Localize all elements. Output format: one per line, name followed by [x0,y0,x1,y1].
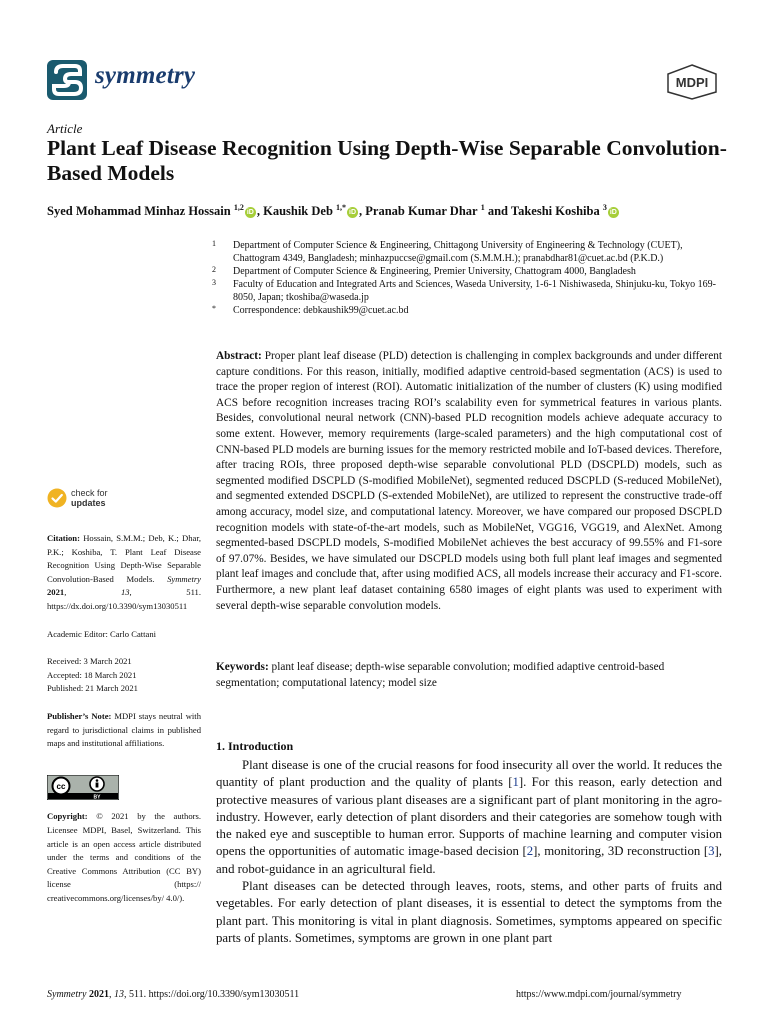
footer-volume: 13 [113,989,124,1000]
orcid-icon[interactable]: iD [246,209,254,217]
author-list: Syed Mohammad Minhaz Hossain $^{1,2}$iD , Kaushik Deb $^{1,*}$iD , Pranab Kumar Dhar $^1$ and Takeshi Koshiba $^3$iD [47,203,617,219]
introduction-body [216,757,722,947]
dates-block [47,655,201,696]
affiliation-number: 2 [212,265,216,274]
copyright-block [47,810,201,905]
affiliation-number: 1 [212,239,216,248]
author-name[interactable]: Pranab Kumar Dhar [365,204,478,219]
intro-text: ], and robot-guidance in an agricultural field. [216,844,722,876]
mdpi-logo-text: MDPI [675,75,709,90]
cc-by-license-icon[interactable] [47,775,119,800]
author-name[interactable]: Takeshi Koshiba [510,204,600,219]
affiliation-text: Department of Computer Science & Engineering, Premier University, Chattogram 4000, Bangladesh [233,266,636,277]
citation-link[interactable]: 3 [708,844,715,859]
affiliation-item [212,304,732,317]
affiliation-number: 3 [212,278,216,287]
publisher-note-text: MDPI stays neutral with regard to jurisdictional claims in published maps and institutional affiliations. [47,710,201,749]
copyright-label: Copyright: [47,811,88,822]
author-name[interactable]: Syed Mohammad Minhaz Hossain [47,204,231,219]
author-conjunction: and [487,204,508,219]
author-affil-sup: 1,* [336,203,347,212]
keywords-text: plant leaf disease; depth-wise separable convolution; modified adaptive centroid-based segmentation; computational latency; model size [216,661,665,689]
affiliation-item [212,278,732,304]
keywords-label: Keywords: [216,661,269,673]
publisher-note-label: Publisher’s Note: [47,710,112,721]
intro-paragraph [216,757,722,878]
author-affil-sup: 1,2 [233,203,244,212]
citation-volume: 13 [120,587,130,598]
footer-journal: Symmetry [47,989,87,1000]
footer-doi-link[interactable]: , 511. https://doi.org/10.3390/sym13030511 [123,989,300,1000]
citation-text: Hossain, S.M.M.; Deb, K.; Dhar, P.K.; Koshiba, T. Plant Leaf Disease Recognition Using Depth-Wise Separable Convolution-Based Models. [47,533,201,584]
journal-name: symmetry [95,62,196,89]
citation-label: Citation: [47,533,80,543]
author-affil-sup: 3 [602,203,607,212]
citation-link[interactable]: 2 [526,844,534,859]
author-affil-sup: 1 [480,203,485,212]
svg-text:cc: cc [56,781,66,791]
abstract [216,349,722,614]
orcid-icon[interactable]: iD [349,209,357,217]
copyright-text: © 2021 by the authors. Licensee MDPI, Basel, Switzerland. This article is an open access article distributed under the terms and conditions of the Creative Commons Attribution (CC BY) license (https:// creativecommons.org/licenses/by/ 4.0/). [47,811,201,903]
academic-editor: Academic Editor: Carlo Cattani [47,628,157,639]
check-updates-text [71,488,108,508]
correspondence-text: Correspondence: debkaushik99@cuet.ac.bd [233,305,409,316]
citation-doi-link[interactable]: , 511. https://dx.doi.org/10.3390/sym13030511 [47,587,201,611]
affiliation-item [212,239,732,265]
orcid-icon[interactable]: iD [609,209,617,217]
section-heading-introduction: 1. Introduction [216,739,294,753]
footer-year: 2021 [88,989,109,1000]
intro-paragraph: Plant diseases can be detected through leaves, roots, stems, and other parts of fruits and vegetables. For early detection of plant diseases, it is essential to detect the symptoms from the plant part. This monitoring is vital in plant diagnosis. Sometimes, symptoms appeared on specific parts of plants. Sometimes, symptoms are grown in one plant part [216,879,722,945]
symmetry-logo-icon [47,60,87,100]
affiliation-number: * [212,304,216,313]
intro-text: ]. For this reason, early detection and protective measures of various plant diseases are a significant part of plant monitoring in the agro-industry. However, early detection of plant disorders and their categories are somehow tough with the naked eye and susceptible to human error. Supports of machine learning and computer vision opens the opportunities of automatic image-based decision [ [216,775,722,859]
check-updates-icon [47,488,67,508]
accepted-date: Accepted: 18 March 2021 [47,669,137,680]
affiliation-text: Faculty of Education and Integrated Arts and Sciences, Waseda University, 1-6-1 Nishiwaseda, Shinjuku-ku, Tokyo 169-8050, Japan; tkoshiba@waseda.jp [233,279,716,303]
check-for-updates-button[interactable] [47,488,201,518]
check-updates-line2: updates [71,498,106,508]
article-type: Article [47,121,83,136]
sidebar [47,488,201,915]
received-date: Received: 3 March 2021 [47,656,132,667]
intro-text: Plant disease is one of the crucial reasons for food insecurity all over the world. It reduces the quantity of plant production and the quality of plants [ [216,758,722,790]
author-name[interactable]: Kaushik Deb [263,204,333,219]
keywords [216,660,722,691]
published-date: Published: 21 March 2021 [47,683,138,694]
mdpi-logo-icon [666,64,718,100]
citation-block: Citation: Hossain, S.M.M.; Deb, K.; Dhar, P.K.; Koshiba, T. Plant Leaf Disease Recognition Using Depth-Wise Separable Convolution-Based Models. Symmetry 2021, 13, 511. https://dx.doi.org/10.3390/sym13030511 [47,533,201,611]
affiliation-text: Department of Computer Science & Engineering, Chittagong University of Engineering & Technology (CUET), Chattogram 4349, Bangladesh; minhazpuccse@gmail.com (S.M.M.H.); pranabdhar81@cuet.ac.bd (P.K.D.) [233,240,683,264]
cc-by-text: BY [93,794,101,800]
footer-citation: Symmetry 2021, 13, 511. https://doi.org/10.3390/sym13030511 [47,989,300,1000]
affiliation-item [212,265,732,278]
check-updates-line1: check for [71,488,108,498]
abstract-label: Abstract: [216,350,262,362]
intro-text: ], monitoring, 3D reconstruction [ [533,844,709,859]
citation-link[interactable]: 1 [512,775,519,790]
footer-journal-url[interactable]: https://www.mdpi.com/journal/symmetry [516,989,682,1000]
page-title: Plant Leaf Disease Recognition Using Depth-Wise Separable Convolution-Based Models [47,136,727,185]
citation-year: 2021 [47,587,65,598]
affiliations [212,239,732,317]
citation-journal: Symmetry [167,573,201,584]
publisher-note [47,710,201,751]
abstract-text: Proper plant leaf disease (PLD) detection is challenging in complex backgrounds and under different capture conditions. For this reason, initially, modified adaptive centroid-based segmentation (ACS) is used to trace the proper region of interest (ROI). Automatic initialization of the number of clusters (K) using modified ACS before recognition increases tracing ROI’s scalability even for symmetrical features in various plants. Besides, convolutional neural network (CNN)-based PLD recognition models achieve adequate accuracy to some extent. However, memory requirements (large-scaled parameters) and the high computational cost of CNN-based PLD models are burning issues for the memory restricted mobile and IoT-based devices. Therefore, after tracing ROIs, three proposed depth-wise separable convolutional PLD (DSCPLD) models, such as segmented modified DSCPLD (S-modified MobileNet), segmented reduced DSCPLD (S-reduced MobileNet), and segmented extended DSCPLD (S-extended MobileNet), are utilized to represent the constructive trade-off among accuracy, model size, and computational latency. Moreover, we have compared our proposed DSCPLD recognition models with state-of-the-art models, such as MobileNet, VGG16, VGG19, and AlexNet. Among segmented-based DSCPLD models, S-modified MobileNet achieves the best accuracy of 99.55% and F1-sore of 97.07%. Besides, we have simulated our DSCPLD models using both full plant leaf images and segmented plant leaf images and conclude that, after using modified ACS, all models increase their accuracy and F1-score. Furthermore, a new plant leaf dataset containing 6580 images of eight plants was used to experiment with several depth-wise separable convolution models. [216,350,722,612]
